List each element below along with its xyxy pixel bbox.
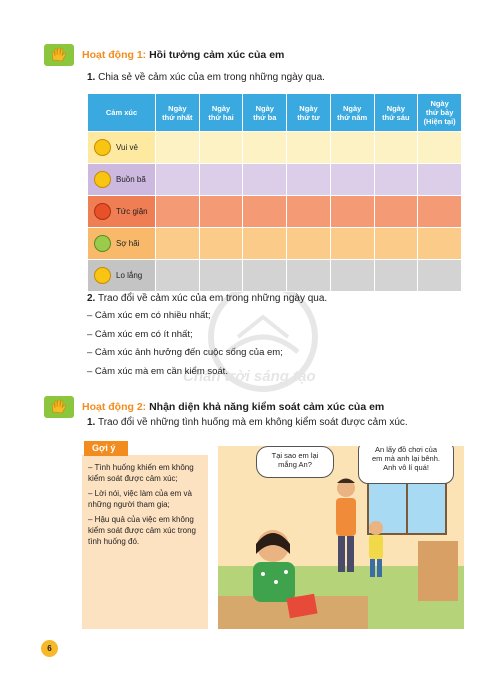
activity-2-label: Hoạt động 2: xyxy=(82,401,147,413)
question-2-list xyxy=(87,307,283,381)
hand-icon xyxy=(44,44,74,66)
scene-illustration xyxy=(218,446,464,629)
scared-face-icon xyxy=(94,235,111,252)
header-day-6: Ngày thứ sáu xyxy=(374,94,418,132)
emotion-table xyxy=(87,93,462,292)
hint-list xyxy=(88,462,204,551)
activity-1-heading xyxy=(44,44,284,66)
hint-tab: Gợi ý xyxy=(84,441,128,456)
list-item: – Cảm xúc em có nhiều nhất; xyxy=(87,310,211,321)
happy-face-icon xyxy=(94,139,111,156)
page-number: 6 xyxy=(41,640,58,657)
table-header-row xyxy=(88,94,462,132)
header-day-3: Ngày thứ ba xyxy=(243,94,287,132)
header-day-1: Ngày thứ nhất xyxy=(156,94,200,132)
list-item: – Tình huống khiến em không kiểm soát được cảm xúc; xyxy=(88,463,194,483)
header-emotion: Cảm xúc xyxy=(88,94,156,132)
header-day-5: Ngày thứ năm xyxy=(330,94,374,132)
table-row: Buồn bã xyxy=(88,164,462,196)
table-row: Tức giận xyxy=(88,196,462,228)
table-row: Lo lắng xyxy=(88,260,462,292)
activity-2-question-1: 1. Trao đổi về những tình huống mà em không kiểm soát được cảm xúc. xyxy=(87,417,408,428)
speech-bubble-right: An lấy đồ chơi của em mà anh lại bênh. Anh vô lí quá! xyxy=(358,446,454,484)
angry-face-icon xyxy=(94,203,111,220)
worried-face-icon xyxy=(94,267,111,284)
list-item: – Cảm xúc ảnh hưởng đến cuộc sống của em; xyxy=(87,347,283,358)
speech-bubble-left: Tại sao em lại mắng An? xyxy=(256,446,334,478)
header-day-7: Ngày thứ bảy (Hiện tại) xyxy=(418,94,462,132)
watermark-text: Chân trời sáng tạo xyxy=(183,368,316,385)
hand-icon xyxy=(44,396,74,418)
activity-2-title: Nhận diện khả năng kiểm soát cảm xúc của em xyxy=(149,401,385,413)
header-day-4: Ngày thứ tư xyxy=(287,94,331,132)
activity-2-heading xyxy=(44,396,384,418)
sad-face-icon xyxy=(94,171,111,188)
header-day-2: Ngày thứ hai xyxy=(199,94,243,132)
activity-1-question-2: 2. Trao đổi về cảm xúc của em trong những ngày qua. xyxy=(87,293,328,304)
list-item: – Hậu quả của việc em không kiểm soát được cảm xúc trong tình huống đó. xyxy=(88,515,196,546)
list-item: – Cảm xúc em có ít nhất; xyxy=(87,328,193,340)
table-row: Vui vẻ xyxy=(88,132,462,164)
activity-1-label: Hoạt động 1: xyxy=(82,49,147,61)
list-item: – Cảm xúc mà em cần kiểm soát. xyxy=(87,365,228,377)
activity-1-title: Hồi tưởng cảm xúc của em xyxy=(149,49,285,61)
table-row: Sợ hãi xyxy=(88,228,462,260)
activity-1-question-1: 1. Chia sẻ về cảm xúc của em trong những ngày qua. xyxy=(87,72,325,83)
list-item: – Lời nói, việc làm của em và những người tham gia; xyxy=(88,489,192,509)
